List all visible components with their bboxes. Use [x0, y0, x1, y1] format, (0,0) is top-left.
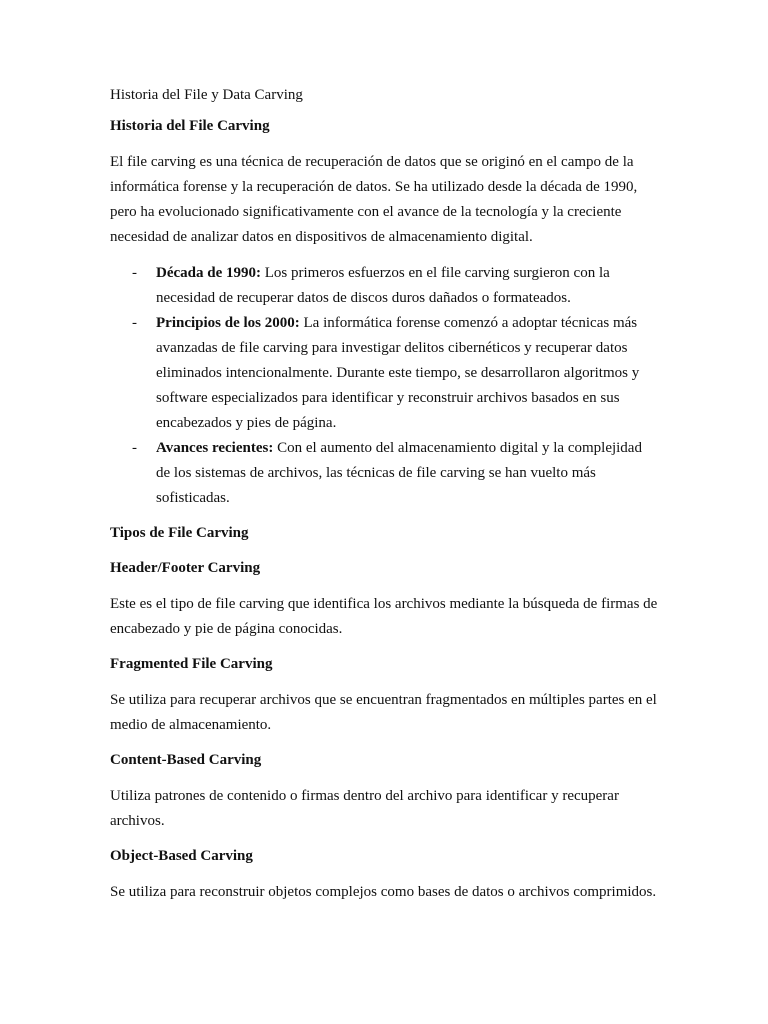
list-item — [110, 436, 658, 511]
document-title: Historia del File y Data Carving — [110, 87, 303, 103]
document-page — [110, 84, 658, 905]
bullet-dash: - — [132, 265, 137, 281]
type-heading-object-based: Object-Based Carving — [110, 848, 253, 864]
bullet-label: Década de 1990: — [156, 265, 261, 281]
type-heading-content-based: Content-Based Carving — [110, 752, 262, 768]
type-description: Se utiliza para recuperar archivos que se encuentran fragmentados en múltiples partes en el medio de almacenamiento. — [110, 692, 657, 733]
type-description: Utiliza patrones de contenido o firmas dentro del archivo para identificar y recuperar archivos. — [110, 788, 619, 829]
bullet-text: Los primeros esfuerzos en el file carving surgieron con la necesidad de recuperar datos de discos duros dañados o formateados. — [156, 265, 610, 306]
type-heading-fragmented: Fragmented File Carving — [110, 656, 273, 672]
section-heading-history: Historia del File Carving — [110, 118, 270, 134]
type-description: Se utiliza para reconstruir objetos complejos como bases de datos o archivos comprimidos. — [110, 884, 657, 900]
bullet-label: Principios de los 2000: — [156, 315, 300, 331]
list-item — [110, 261, 658, 311]
bullet-label: Avances recientes: — [156, 440, 274, 456]
type-description: Este es el tipo de file carving que identifica los archivos mediante la búsqueda de firmas de encabezado y pie de página conocidas. — [110, 596, 658, 637]
list-item — [110, 311, 658, 436]
bullet-text: La informática forense comenzó a adoptar técnicas más avanzadas de file carving para investigar delitos cibernéticos y recuperar datos eliminados intencionalmente. Durante este tiempo, se desarrollaron algoritmos y software especializados para identificar y reconstruir archivos basados en sus encabezados y pies de página. — [156, 315, 640, 431]
type-heading-header-footer: Header/Footer Carving — [110, 560, 261, 576]
section-heading-types: Tipos de File Carving — [110, 525, 249, 541]
bullet-dash: - — [132, 440, 137, 456]
bullet-dash: - — [132, 315, 137, 331]
bullet-text: Con el aumento del almacenamiento digital y la complejidad de los sistemas de archivos, las técnicas de file carving se han vuelto más sofisticadas. — [156, 440, 642, 506]
history-bullet-list — [110, 261, 658, 511]
intro-paragraph: El file carving es una técnica de recuperación de datos que se originó en el campo de la informática forense y la recuperación de datos. Se ha utilizado desde la década de 1990, pero ha evolucionado significativamente con el avance de la tecnología y la creciente necesidad de analizar datos en dispositivos de almacenamiento digital. — [110, 154, 638, 245]
